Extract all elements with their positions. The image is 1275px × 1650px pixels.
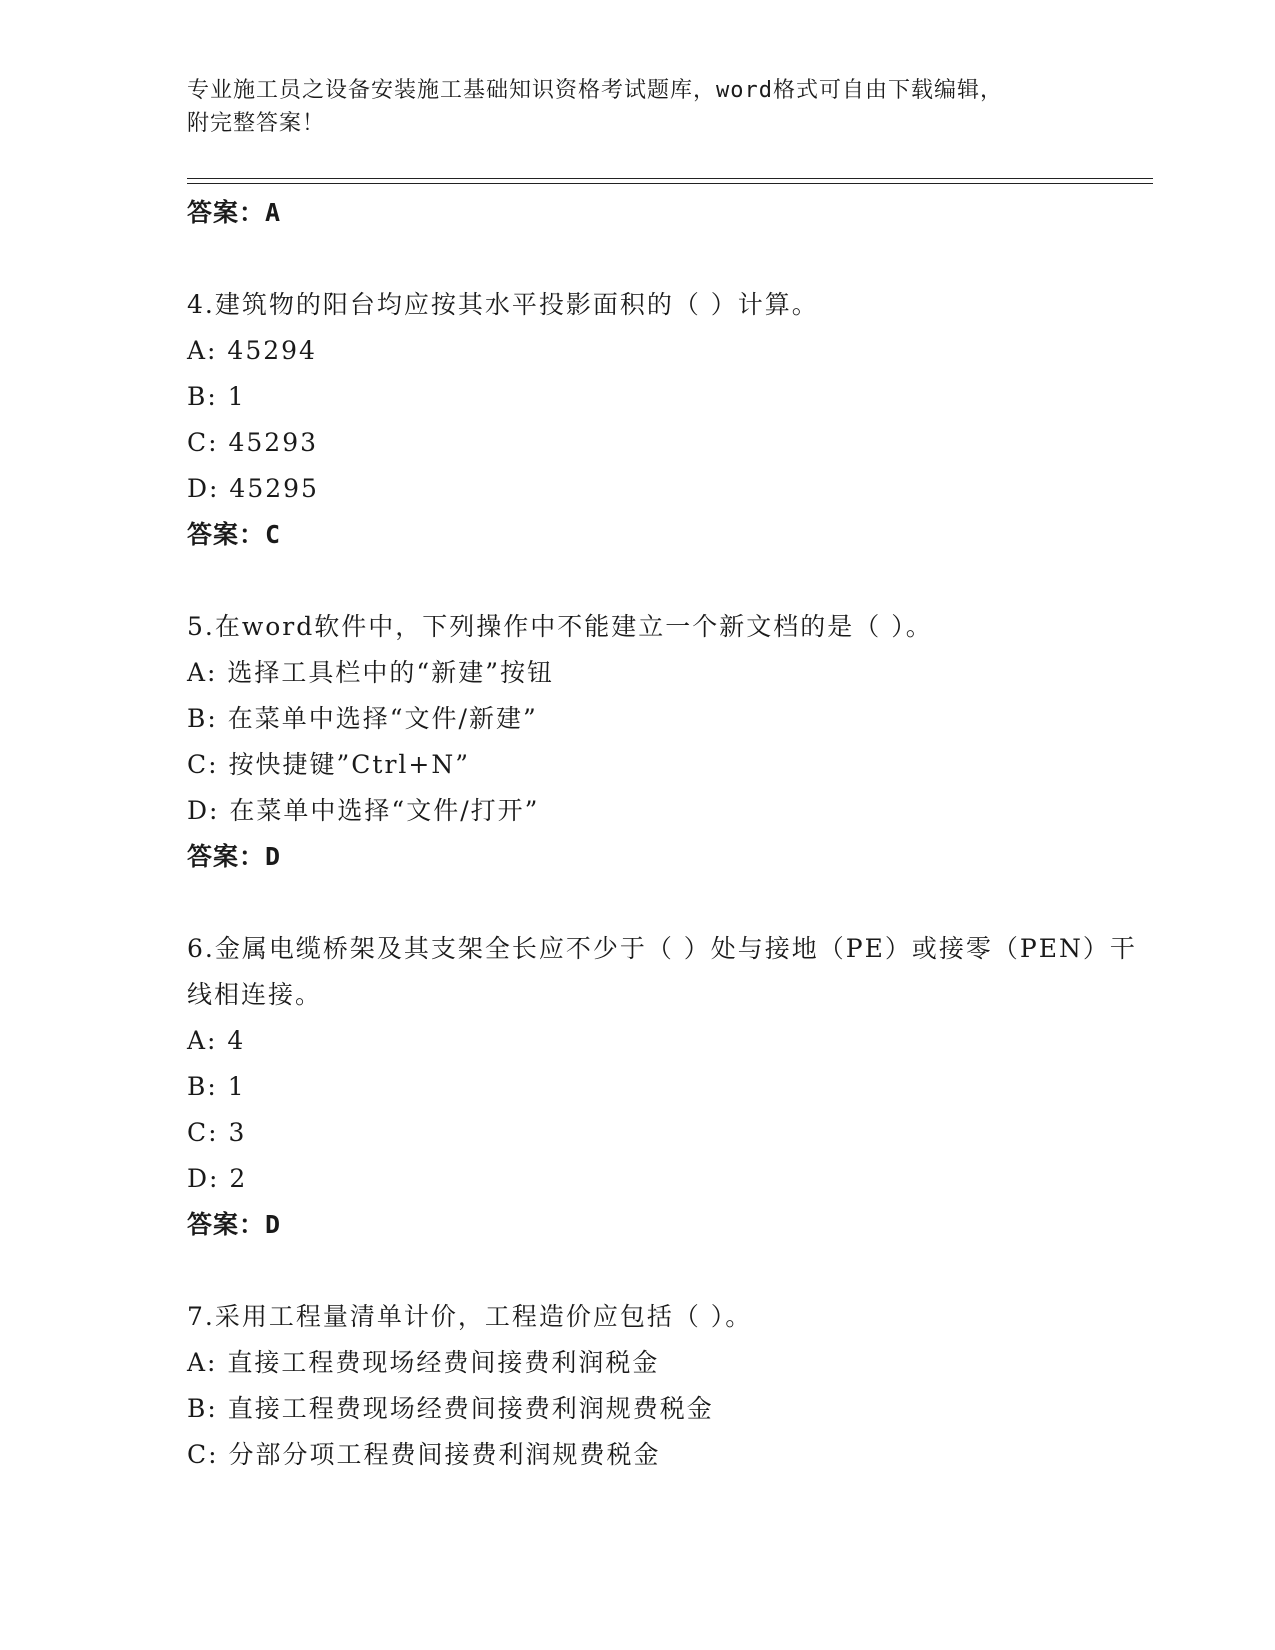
answer-line: 答案：D bbox=[187, 842, 282, 871]
option-c: C: 45293 bbox=[187, 428, 319, 457]
option-c: C: 按快捷键”Ctrl+N” bbox=[187, 750, 471, 779]
question-list bbox=[187, 190, 1137, 1478]
answer-line: 答案：C bbox=[187, 520, 282, 549]
question-block bbox=[187, 604, 1137, 880]
option-a: A: 直接工程费现场经费间接费利润税金 bbox=[187, 1348, 660, 1377]
option-a: A: 选择工具栏中的“新建”按钮 bbox=[187, 658, 554, 687]
question-block bbox=[187, 282, 1137, 558]
option-d: D: 45295 bbox=[187, 474, 319, 503]
header-divider-top bbox=[187, 178, 1153, 179]
question-text: 7.采用工程量清单计价，工程造价应包括（ ）。 bbox=[187, 1302, 753, 1331]
option-a: A: 4 bbox=[187, 1026, 246, 1055]
option-b: B: 1 bbox=[187, 382, 246, 411]
answer-line: 答案：A bbox=[187, 198, 282, 227]
option-b: B: 1 bbox=[187, 1072, 246, 1101]
question-text: 5.在word软件中，下列操作中不能建立一个新文档的是（ ）。 bbox=[187, 612, 933, 641]
option-b: B: 在菜单中选择“文件/新建” bbox=[187, 704, 538, 733]
option-d: D: 2 bbox=[187, 1164, 248, 1193]
question-block bbox=[187, 1294, 1137, 1478]
option-b: B: 直接工程费现场经费间接费利润规费税金 bbox=[187, 1394, 714, 1423]
option-c: C: 分部分项工程费间接费利润规费税金 bbox=[187, 1440, 661, 1469]
option-d: D: 在菜单中选择“文件/打开” bbox=[187, 796, 540, 825]
question-text: 4.建筑物的阳台均应按其水平投影面积的（ ）计算。 bbox=[187, 290, 819, 319]
answer-line: 答案：D bbox=[187, 1210, 282, 1239]
header-line-1: 专业施工员之设备安装施工基础知识资格考试题库，word格式可自由下载编辑， bbox=[187, 78, 1003, 103]
option-a: A: 45294 bbox=[187, 336, 317, 365]
header-divider-bottom bbox=[187, 183, 1153, 184]
header-line-2: 附完整答案！ bbox=[187, 111, 326, 136]
document-header bbox=[187, 74, 1087, 140]
question-block bbox=[187, 926, 1137, 1248]
question-text: 6.金属电缆桥架及其支架全长应不少于（ ）处与接地（PE）或接零（PEN）干线相连接。 bbox=[187, 934, 1137, 1009]
option-c: C: 3 bbox=[187, 1118, 247, 1147]
